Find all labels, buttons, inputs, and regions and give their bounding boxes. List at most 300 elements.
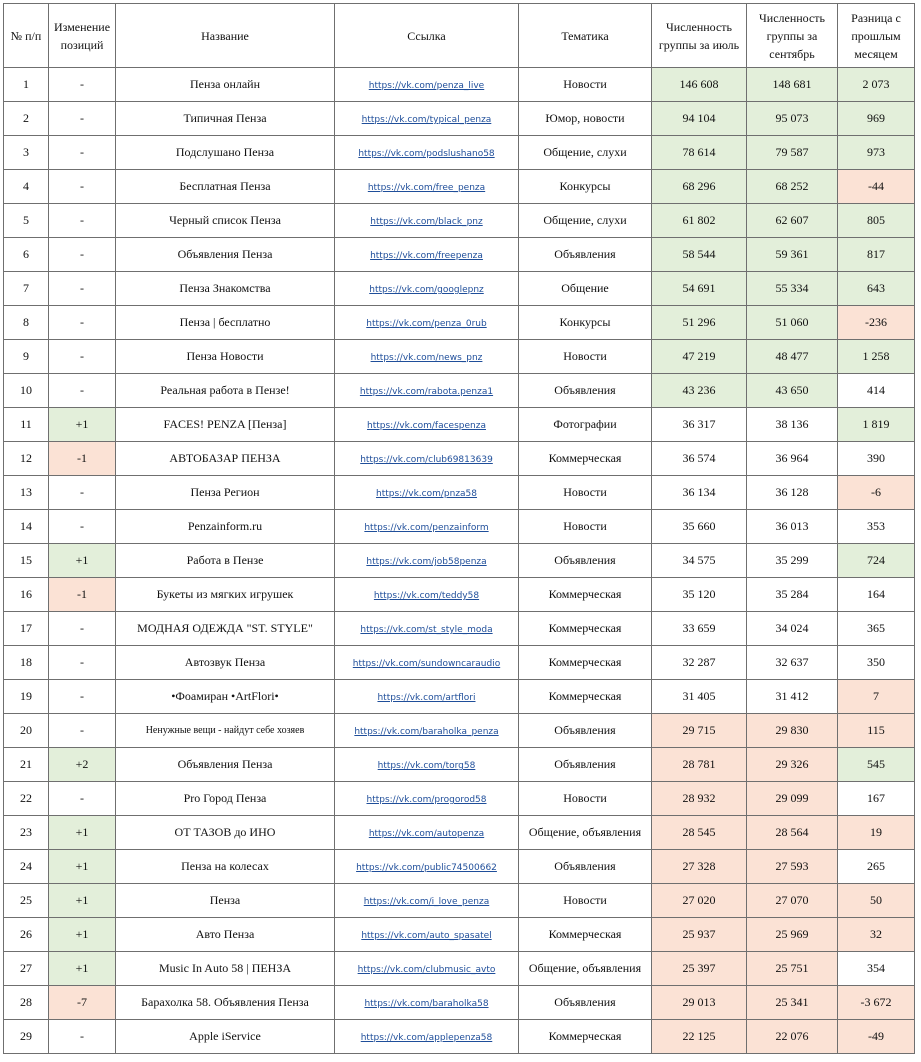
difference-cell: 1 819 bbox=[838, 408, 915, 442]
group-link-cell bbox=[335, 136, 519, 170]
table-row bbox=[4, 816, 915, 850]
group-link-cell bbox=[335, 952, 519, 986]
group-topic-cell: Объявления bbox=[519, 714, 652, 748]
july-count-cell: 35 660 bbox=[652, 510, 747, 544]
group-link[interactable]: https://vk.com/applepenza58 bbox=[360, 1033, 493, 1043]
difference-cell: -236 bbox=[838, 306, 915, 340]
group-link[interactable]: https://vk.com/progorod58 bbox=[366, 795, 487, 805]
group-link-cell bbox=[335, 442, 519, 476]
group-link[interactable]: https://vk.com/job58penza bbox=[366, 557, 487, 567]
difference-cell: -44 bbox=[838, 170, 915, 204]
group-name-cell: Пенза онлайн bbox=[116, 68, 335, 102]
difference-cell: 354 bbox=[838, 952, 915, 986]
difference-cell: 164 bbox=[838, 578, 915, 612]
group-name-cell: Типичная Пенза bbox=[116, 102, 335, 136]
july-count-cell: 47 219 bbox=[652, 340, 747, 374]
group-name-cell: Работа в Пензе bbox=[116, 544, 335, 578]
header-difference: Разница с прошлым месяцем bbox=[838, 4, 915, 68]
row-number-cell: 4 bbox=[4, 170, 49, 204]
september-count-cell: 62 607 bbox=[747, 204, 838, 238]
row-number-cell: 10 bbox=[4, 374, 49, 408]
table-row bbox=[4, 578, 915, 612]
row-number-cell: 24 bbox=[4, 850, 49, 884]
september-count-cell: 48 477 bbox=[747, 340, 838, 374]
july-count-cell: 29 013 bbox=[652, 986, 747, 1020]
group-link-cell bbox=[335, 408, 519, 442]
table-row bbox=[4, 1020, 915, 1054]
position-change-cell: +1 bbox=[49, 952, 116, 986]
row-number-cell: 16 bbox=[4, 578, 49, 612]
group-topic-cell: Конкурсы bbox=[519, 306, 652, 340]
group-name-cell: Пенза Регион bbox=[116, 476, 335, 510]
july-count-cell: 146 608 bbox=[652, 68, 747, 102]
group-topic-cell: Объявления bbox=[519, 544, 652, 578]
group-link-cell bbox=[335, 306, 519, 340]
july-count-cell: 28 545 bbox=[652, 816, 747, 850]
group-name-cell: Букеты из мягких игрушек bbox=[116, 578, 335, 612]
group-name-cell: Ненужные вещи - найдут себе хозяев bbox=[116, 714, 335, 748]
july-count-cell: 34 575 bbox=[652, 544, 747, 578]
row-number-cell: 27 bbox=[4, 952, 49, 986]
difference-cell: 50 bbox=[838, 884, 915, 918]
table-row bbox=[4, 238, 915, 272]
difference-cell: 724 bbox=[838, 544, 915, 578]
position-change-cell: +1 bbox=[49, 408, 116, 442]
september-count-cell: 35 299 bbox=[747, 544, 838, 578]
september-count-cell: 55 334 bbox=[747, 272, 838, 306]
group-topic-cell: Новости bbox=[519, 782, 652, 816]
position-change-cell: +1 bbox=[49, 850, 116, 884]
row-number-cell: 20 bbox=[4, 714, 49, 748]
july-count-cell: 78 614 bbox=[652, 136, 747, 170]
july-count-cell: 36 574 bbox=[652, 442, 747, 476]
group-link-cell bbox=[335, 714, 519, 748]
group-link[interactable]: https://vk.com/black_pnz bbox=[370, 217, 483, 227]
group-link[interactable]: https://vk.com/pnza58 bbox=[375, 489, 478, 499]
group-topic-cell: Новости bbox=[519, 340, 652, 374]
header-topic: Тематика bbox=[519, 4, 652, 68]
row-number-cell: 3 bbox=[4, 136, 49, 170]
group-name-cell: Реальная работа в Пензе! bbox=[116, 374, 335, 408]
group-link-cell bbox=[335, 782, 519, 816]
row-number-cell: 8 bbox=[4, 306, 49, 340]
group-name-cell: Подслушано Пенза bbox=[116, 136, 335, 170]
difference-cell: 353 bbox=[838, 510, 915, 544]
difference-cell: 167 bbox=[838, 782, 915, 816]
group-name-cell: Пенза | бесплатно bbox=[116, 306, 335, 340]
group-link-cell bbox=[335, 612, 519, 646]
group-link-cell bbox=[335, 476, 519, 510]
july-count-cell: 27 328 bbox=[652, 850, 747, 884]
group-link[interactable]: https://vk.com/public74500662 bbox=[356, 863, 497, 873]
september-count-cell: 31 412 bbox=[747, 680, 838, 714]
group-link[interactable]: https://vk.com/club69813639 bbox=[360, 455, 493, 465]
position-change-cell: -7 bbox=[49, 986, 116, 1020]
group-name-cell: Объявления Пенза bbox=[116, 748, 335, 782]
difference-cell: -3 672 bbox=[838, 986, 915, 1020]
table-row bbox=[4, 170, 915, 204]
september-count-cell: 36 128 bbox=[747, 476, 838, 510]
group-link[interactable]: https://vk.com/penza_0rub bbox=[366, 319, 487, 329]
position-change-cell: - bbox=[49, 782, 116, 816]
group-topic-cell: Конкурсы bbox=[519, 170, 652, 204]
row-number-cell: 19 bbox=[4, 680, 49, 714]
group-name-cell: Pro Город Пенза bbox=[116, 782, 335, 816]
table-row bbox=[4, 510, 915, 544]
group-topic-cell: Коммерческая bbox=[519, 578, 652, 612]
row-number-cell: 9 bbox=[4, 340, 49, 374]
group-link-cell bbox=[335, 680, 519, 714]
position-change-cell: - bbox=[49, 510, 116, 544]
group-link[interactable]: https://vk.com/free_penza bbox=[367, 183, 486, 193]
july-count-cell: 54 691 bbox=[652, 272, 747, 306]
group-topic-cell: Объявления bbox=[519, 238, 652, 272]
group-topic-cell: Общение, объявления bbox=[519, 816, 652, 850]
group-link-cell bbox=[335, 646, 519, 680]
difference-cell: 7 bbox=[838, 680, 915, 714]
group-name-cell: Music In Auto 58 | ПЕНЗА bbox=[116, 952, 335, 986]
group-link[interactable]: https://vk.com/st_style_moda bbox=[360, 625, 493, 635]
july-count-cell: 25 397 bbox=[652, 952, 747, 986]
header-name: Название bbox=[116, 4, 335, 68]
july-count-cell: 25 937 bbox=[652, 918, 747, 952]
group-topic-cell: Коммерческая bbox=[519, 646, 652, 680]
difference-cell: 969 bbox=[838, 102, 915, 136]
difference-cell: 32 bbox=[838, 918, 915, 952]
september-count-cell: 25 751 bbox=[747, 952, 838, 986]
group-link[interactable]: https://vk.com/torg58 bbox=[377, 761, 476, 771]
group-link[interactable]: https://vk.com/autopenza bbox=[368, 829, 485, 839]
difference-cell: 365 bbox=[838, 612, 915, 646]
table-row bbox=[4, 952, 915, 986]
group-name-cell: Пенза Знакомства bbox=[116, 272, 335, 306]
september-count-cell: 29 099 bbox=[747, 782, 838, 816]
july-count-cell: 27 020 bbox=[652, 884, 747, 918]
group-name-cell: Пенза на колесах bbox=[116, 850, 335, 884]
table-row bbox=[4, 442, 915, 476]
group-link-cell bbox=[335, 816, 519, 850]
july-count-cell: 36 317 bbox=[652, 408, 747, 442]
table-header bbox=[4, 4, 915, 68]
row-number-cell: 26 bbox=[4, 918, 49, 952]
group-name-cell: Пенза Новости bbox=[116, 340, 335, 374]
table-row bbox=[4, 612, 915, 646]
position-change-cell: +1 bbox=[49, 544, 116, 578]
group-link-cell bbox=[335, 510, 519, 544]
group-name-cell: АВТОБАЗАР ПЕНЗА bbox=[116, 442, 335, 476]
group-link[interactable]: https://vk.com/podslushano58 bbox=[358, 149, 495, 159]
difference-cell: 115 bbox=[838, 714, 915, 748]
july-count-cell: 28 781 bbox=[652, 748, 747, 782]
group-link-cell bbox=[335, 850, 519, 884]
difference-cell: 350 bbox=[838, 646, 915, 680]
table-row bbox=[4, 680, 915, 714]
position-change-cell: - bbox=[49, 714, 116, 748]
group-topic-cell: Общение bbox=[519, 272, 652, 306]
row-number-cell: 21 bbox=[4, 748, 49, 782]
group-name-cell: ОТ ТАЗОВ до ИНО bbox=[116, 816, 335, 850]
table-row bbox=[4, 918, 915, 952]
ranking-table bbox=[3, 3, 915, 1054]
row-number-cell: 6 bbox=[4, 238, 49, 272]
september-count-cell: 27 593 bbox=[747, 850, 838, 884]
row-number-cell: 25 bbox=[4, 884, 49, 918]
september-count-cell: 34 024 bbox=[747, 612, 838, 646]
position-change-cell: - bbox=[49, 272, 116, 306]
group-link-cell bbox=[335, 68, 519, 102]
group-name-cell: FACES! PENZA [Пенза] bbox=[116, 408, 335, 442]
header-position-change: Изменение позиций bbox=[49, 4, 116, 68]
group-link[interactable]: https://vk.com/news_pnz bbox=[370, 353, 483, 363]
september-count-cell: 36 964 bbox=[747, 442, 838, 476]
group-topic-cell: Новости bbox=[519, 476, 652, 510]
group-link-cell bbox=[335, 544, 519, 578]
group-link[interactable]: https://vk.com/artflori bbox=[377, 693, 476, 703]
header-july-count: Численность группы за июль bbox=[652, 4, 747, 68]
group-name-cell: Барахолка 58. Объявления Пенза bbox=[116, 986, 335, 1020]
july-count-cell: 35 120 bbox=[652, 578, 747, 612]
table-row bbox=[4, 714, 915, 748]
row-number-cell: 15 bbox=[4, 544, 49, 578]
difference-cell: 19 bbox=[838, 816, 915, 850]
group-link-cell bbox=[335, 170, 519, 204]
row-number-cell: 14 bbox=[4, 510, 49, 544]
july-count-cell: 22 125 bbox=[652, 1020, 747, 1054]
difference-cell: 390 bbox=[838, 442, 915, 476]
position-change-cell: - bbox=[49, 476, 116, 510]
july-count-cell: 32 287 bbox=[652, 646, 747, 680]
group-topic-cell: Объявления bbox=[519, 748, 652, 782]
difference-cell: -49 bbox=[838, 1020, 915, 1054]
table-row bbox=[4, 748, 915, 782]
row-number-cell: 12 bbox=[4, 442, 49, 476]
group-name-cell: Apple iService bbox=[116, 1020, 335, 1054]
september-count-cell: 79 587 bbox=[747, 136, 838, 170]
table-body bbox=[4, 68, 915, 1054]
position-change-cell: - bbox=[49, 374, 116, 408]
group-link[interactable]: https://vk.com/teddy58 bbox=[373, 591, 480, 601]
september-count-cell: 25 341 bbox=[747, 986, 838, 1020]
row-number-cell: 2 bbox=[4, 102, 49, 136]
group-link[interactable]: https://vk.com/rabota.penza1 bbox=[359, 387, 494, 397]
difference-cell: -6 bbox=[838, 476, 915, 510]
group-link[interactable]: https://vk.com/freepenza bbox=[370, 251, 483, 261]
position-change-cell: - bbox=[49, 136, 116, 170]
group-topic-cell: Фотографии bbox=[519, 408, 652, 442]
september-count-cell: 29 830 bbox=[747, 714, 838, 748]
group-link[interactable]: https://vk.com/sundowncaraudio bbox=[352, 659, 501, 669]
row-number-cell: 23 bbox=[4, 816, 49, 850]
september-count-cell: 28 564 bbox=[747, 816, 838, 850]
table-row bbox=[4, 986, 915, 1020]
row-number-cell: 29 bbox=[4, 1020, 49, 1054]
row-number-cell: 7 bbox=[4, 272, 49, 306]
july-count-cell: 31 405 bbox=[652, 680, 747, 714]
group-topic-cell: Объявления bbox=[519, 850, 652, 884]
group-link-cell bbox=[335, 340, 519, 374]
group-link[interactable]: https://vk.com/typical_penza bbox=[361, 115, 492, 125]
table-row bbox=[4, 646, 915, 680]
table-row bbox=[4, 782, 915, 816]
position-change-cell: - bbox=[49, 68, 116, 102]
july-count-cell: 94 104 bbox=[652, 102, 747, 136]
position-change-cell: -1 bbox=[49, 578, 116, 612]
group-link-cell bbox=[335, 884, 519, 918]
group-link[interactable]: https://vk.com/penza_live bbox=[368, 81, 485, 91]
table-row bbox=[4, 136, 915, 170]
group-name-cell: •Фоамиран •ArtFlori• bbox=[116, 680, 335, 714]
group-link-cell bbox=[335, 578, 519, 612]
group-link-cell bbox=[335, 748, 519, 782]
difference-cell: 1 258 bbox=[838, 340, 915, 374]
header-link: Ссылка bbox=[335, 4, 519, 68]
group-topic-cell: Общение, объявления bbox=[519, 952, 652, 986]
july-count-cell: 61 802 bbox=[652, 204, 747, 238]
table-row bbox=[4, 306, 915, 340]
july-count-cell: 36 134 bbox=[652, 476, 747, 510]
header-row bbox=[4, 4, 915, 68]
table-row bbox=[4, 476, 915, 510]
group-topic-cell: Новости bbox=[519, 68, 652, 102]
group-topic-cell: Общение, слухи bbox=[519, 136, 652, 170]
group-name-cell: Черный список Пенза bbox=[116, 204, 335, 238]
group-topic-cell: Коммерческая bbox=[519, 918, 652, 952]
group-topic-cell: Коммерческая bbox=[519, 1020, 652, 1054]
july-count-cell: 43 236 bbox=[652, 374, 747, 408]
september-count-cell: 148 681 bbox=[747, 68, 838, 102]
group-name-cell: Penzainform.ru bbox=[116, 510, 335, 544]
difference-cell: 2 073 bbox=[838, 68, 915, 102]
september-count-cell: 68 252 bbox=[747, 170, 838, 204]
difference-cell: 817 bbox=[838, 238, 915, 272]
group-link-cell bbox=[335, 918, 519, 952]
july-count-cell: 68 296 bbox=[652, 170, 747, 204]
group-link[interactable]: https://vk.com/baraholka_penza bbox=[354, 727, 499, 737]
position-change-cell: - bbox=[49, 306, 116, 340]
september-count-cell: 59 361 bbox=[747, 238, 838, 272]
position-change-cell: - bbox=[49, 646, 116, 680]
difference-cell: 973 bbox=[838, 136, 915, 170]
group-name-cell: Автозвук Пенза bbox=[116, 646, 335, 680]
group-link-cell bbox=[335, 986, 519, 1020]
table-row bbox=[4, 68, 915, 102]
group-link[interactable]: https://vk.com/penzainform bbox=[364, 523, 489, 533]
september-count-cell: 27 070 bbox=[747, 884, 838, 918]
row-number-cell: 1 bbox=[4, 68, 49, 102]
row-number-cell: 18 bbox=[4, 646, 49, 680]
group-link-cell bbox=[335, 204, 519, 238]
position-change-cell: +1 bbox=[49, 884, 116, 918]
position-change-cell: - bbox=[49, 340, 116, 374]
table-row bbox=[4, 850, 915, 884]
september-count-cell: 51 060 bbox=[747, 306, 838, 340]
september-count-cell: 36 013 bbox=[747, 510, 838, 544]
july-count-cell: 58 544 bbox=[652, 238, 747, 272]
difference-cell: 805 bbox=[838, 204, 915, 238]
row-number-cell: 28 bbox=[4, 986, 49, 1020]
header-september-count: Численность группы за сентябрь bbox=[747, 4, 838, 68]
july-count-cell: 29 715 bbox=[652, 714, 747, 748]
september-count-cell: 25 969 bbox=[747, 918, 838, 952]
position-change-cell: - bbox=[49, 204, 116, 238]
group-link[interactable]: https://vk.com/googlepnz bbox=[369, 285, 484, 295]
row-number-cell: 5 bbox=[4, 204, 49, 238]
row-number-cell: 17 bbox=[4, 612, 49, 646]
group-topic-cell: Новости bbox=[519, 510, 652, 544]
table-row bbox=[4, 204, 915, 238]
row-number-cell: 22 bbox=[4, 782, 49, 816]
table-row bbox=[4, 102, 915, 136]
group-name-cell: МОДНАЯ ОДЕЖДА "ST. STYLE" bbox=[116, 612, 335, 646]
group-topic-cell: Коммерческая bbox=[519, 612, 652, 646]
group-link-cell bbox=[335, 272, 519, 306]
group-link-cell bbox=[335, 102, 519, 136]
position-change-cell: +1 bbox=[49, 918, 116, 952]
table-row bbox=[4, 340, 915, 374]
september-count-cell: 22 076 bbox=[747, 1020, 838, 1054]
july-count-cell: 28 932 bbox=[652, 782, 747, 816]
september-count-cell: 29 326 bbox=[747, 748, 838, 782]
september-count-cell: 35 284 bbox=[747, 578, 838, 612]
group-link[interactable]: https://vk.com/baraholka58 bbox=[364, 999, 489, 1009]
group-link[interactable]: https://vk.com/facespenza bbox=[367, 421, 486, 431]
position-change-cell: +2 bbox=[49, 748, 116, 782]
row-number-cell: 11 bbox=[4, 408, 49, 442]
group-name-cell: Пенза bbox=[116, 884, 335, 918]
table-row bbox=[4, 544, 915, 578]
september-count-cell: 32 637 bbox=[747, 646, 838, 680]
row-number-cell: 13 bbox=[4, 476, 49, 510]
position-change-cell: -1 bbox=[49, 442, 116, 476]
group-link[interactable]: https://vk.com/clubmusic_avto bbox=[357, 965, 496, 975]
group-link-cell bbox=[335, 1020, 519, 1054]
table-row bbox=[4, 374, 915, 408]
difference-cell: 643 bbox=[838, 272, 915, 306]
position-change-cell: - bbox=[49, 102, 116, 136]
header-number: № п/п bbox=[4, 4, 49, 68]
group-link[interactable]: https://vk.com/i_love_penza bbox=[363, 897, 490, 907]
group-link[interactable]: https://vk.com/auto_spasatel bbox=[361, 931, 492, 941]
table-row bbox=[4, 408, 915, 442]
group-topic-cell: Объявления bbox=[519, 986, 652, 1020]
july-count-cell: 33 659 bbox=[652, 612, 747, 646]
group-topic-cell: Коммерческая bbox=[519, 680, 652, 714]
group-topic-cell: Объявления bbox=[519, 374, 652, 408]
group-topic-cell: Юмор, новости bbox=[519, 102, 652, 136]
position-change-cell: - bbox=[49, 680, 116, 714]
position-change-cell: +1 bbox=[49, 816, 116, 850]
group-topic-cell: Общение, слухи bbox=[519, 204, 652, 238]
position-change-cell: - bbox=[49, 170, 116, 204]
september-count-cell: 38 136 bbox=[747, 408, 838, 442]
group-name-cell: Объявления Пенза bbox=[116, 238, 335, 272]
table-row bbox=[4, 884, 915, 918]
difference-cell: 545 bbox=[838, 748, 915, 782]
group-topic-cell: Новости bbox=[519, 884, 652, 918]
difference-cell: 414 bbox=[838, 374, 915, 408]
position-change-cell: - bbox=[49, 1020, 116, 1054]
group-name-cell: Авто Пенза bbox=[116, 918, 335, 952]
september-count-cell: 95 073 bbox=[747, 102, 838, 136]
difference-cell: 265 bbox=[838, 850, 915, 884]
group-link-cell bbox=[335, 238, 519, 272]
group-topic-cell: Коммерческая bbox=[519, 442, 652, 476]
position-change-cell: - bbox=[49, 238, 116, 272]
group-link-cell bbox=[335, 374, 519, 408]
september-count-cell: 43 650 bbox=[747, 374, 838, 408]
table-row bbox=[4, 272, 915, 306]
group-name-cell: Бесплатная Пенза bbox=[116, 170, 335, 204]
